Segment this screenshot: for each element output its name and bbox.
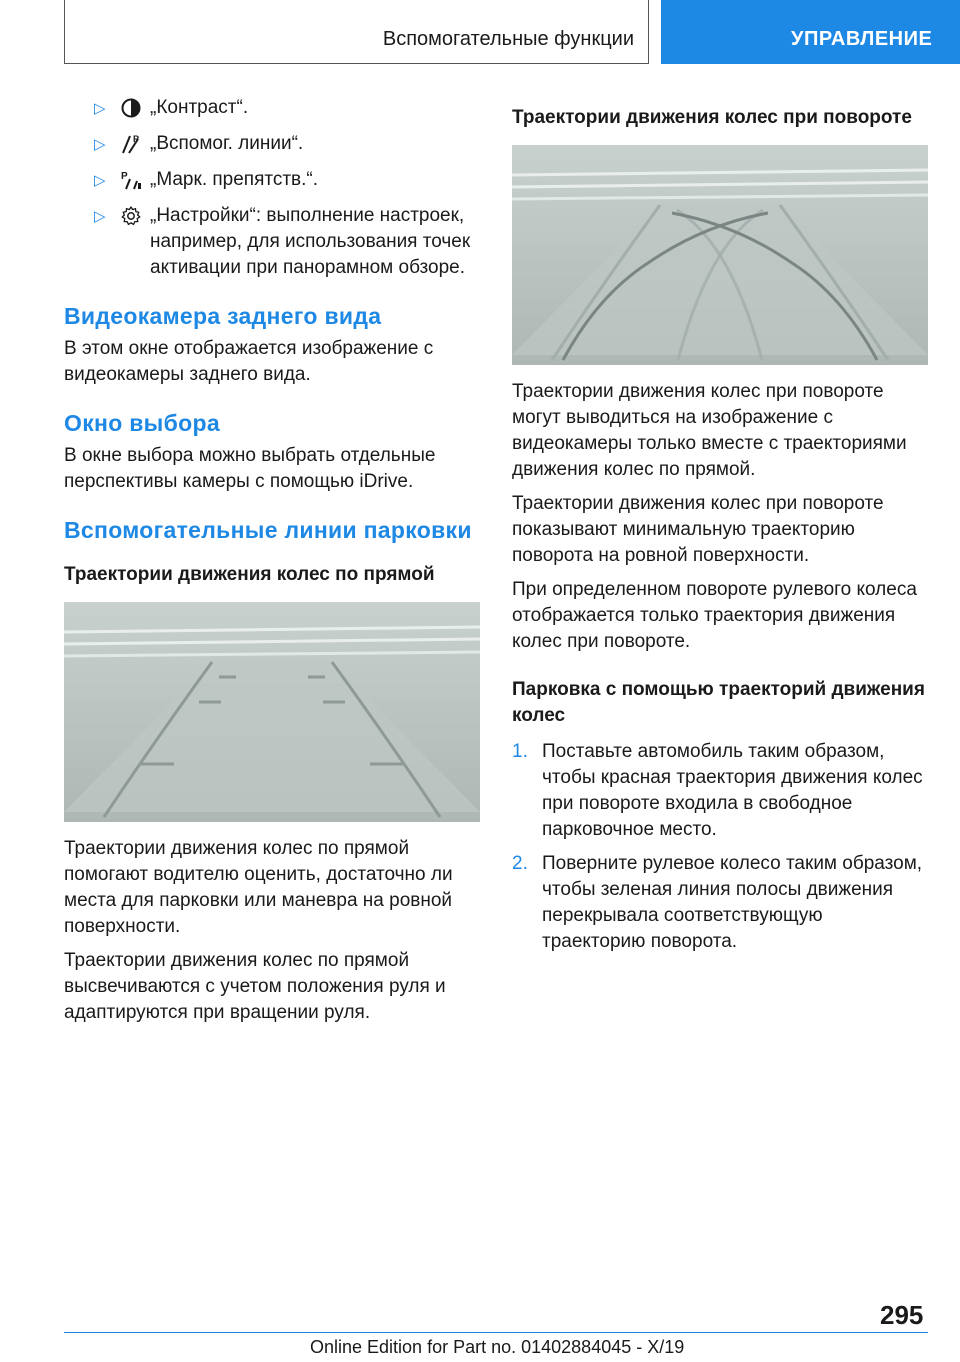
header-frame	[64, 0, 649, 64]
header-section-title: Вспомогательные функции	[382, 28, 634, 50]
svg-text:P: P	[133, 134, 140, 144]
parking-lines-heading: Вспомогательные линии парковки	[64, 517, 472, 543]
footer-divider	[64, 1332, 928, 1333]
step-text: Поверните рулевое колесо таким образом, чтобы зеленая линия полосы движения перекрывала соответствующую траекторию поворота.	[542, 853, 923, 952]
parking-steps-list	[512, 739, 928, 955]
parking-with-paths-heading: Парковка с помощью траекторий движения колес	[512, 679, 925, 726]
turn-paths-text-2: Траектории движения колес при повороте показывают минимальную траекторию поворота на ровной поверхности.	[512, 493, 884, 566]
option-text: „Вспомог. линии“.	[150, 133, 304, 154]
turn-paths-text-3: При определенном повороте рулевого колеса отображается только траектория движения колес при повороте.	[512, 579, 917, 652]
footer-edition-text: Online Edition for Part no. 01402884045 - X/19	[310, 1337, 685, 1357]
turn-paths-figure	[512, 145, 928, 365]
turn-paths-text-1: Траектории движения колес при повороте могут выводиться на изображение с видеокамеры только вместе с траекториями движения колес по прямой.	[512, 381, 907, 480]
right-column	[512, 95, 928, 963]
list-item	[512, 851, 928, 955]
svg-text:P: P	[121, 171, 128, 182]
obstacle-marking-icon	[120, 169, 142, 191]
straight-paths-illustration	[64, 602, 480, 822]
step-number: 2.	[512, 853, 528, 874]
settings-gear-icon	[120, 205, 142, 227]
triangle-bullet-icon: ▷	[94, 208, 106, 225]
triangle-bullet-icon: ▷	[94, 136, 106, 153]
header-chapter-tab: УПРАВЛЕНИЕ	[661, 0, 960, 64]
page-number: 295	[880, 1300, 924, 1330]
turn-paths-illustration	[512, 145, 928, 365]
left-column	[64, 95, 480, 1034]
option-text: „Контраст“.	[150, 97, 249, 118]
parking-lines-icon	[120, 133, 142, 155]
contrast-icon	[120, 97, 142, 119]
list-item	[512, 739, 928, 843]
straight-paths-figure	[64, 602, 480, 822]
option-contrast	[64, 95, 480, 121]
step-text: Поставьте автомобиль таким образом, чтобы красная траектория движения колес при повороте входила в свободное парковочное место.	[542, 741, 923, 840]
option-obstacle-marking	[64, 167, 480, 193]
triangle-bullet-icon: ▷	[94, 100, 106, 117]
step-number: 1.	[512, 741, 528, 762]
straight-paths-text-2: Траектории движения колес по прямой высвечиваются с учетом положения руля и адаптируются при вращении руля.	[64, 950, 446, 1023]
select-window-heading: Окно выбора	[64, 410, 220, 436]
select-window-text: В окне выбора можно выбрать отдельные перспективы камеры с помощью iDrive.	[64, 445, 436, 492]
option-settings	[64, 203, 480, 281]
option-text: „Марк. препятств.“.	[150, 169, 319, 190]
option-parking-lines	[64, 131, 480, 157]
turn-paths-heading: Траектории движения колес при повороте	[512, 107, 912, 128]
option-text: „Настройки“: выполнение настроек, например, для использования точек активации при панорамном обзоре.	[150, 205, 471, 278]
rear-camera-heading: Видеокамера заднего вида	[64, 303, 382, 329]
rear-camera-text: В этом окне отображается изображение с видеокамеры заднего вида.	[64, 338, 434, 385]
straight-paths-text-1: Траектории движения колес по прямой помогают водителю оценить, достаточно ли места для парковки или маневра на ровной поверхности.	[64, 838, 453, 937]
triangle-bullet-icon: ▷	[94, 172, 106, 189]
straight-paths-heading: Траектории движения колес по прямой	[64, 564, 435, 585]
